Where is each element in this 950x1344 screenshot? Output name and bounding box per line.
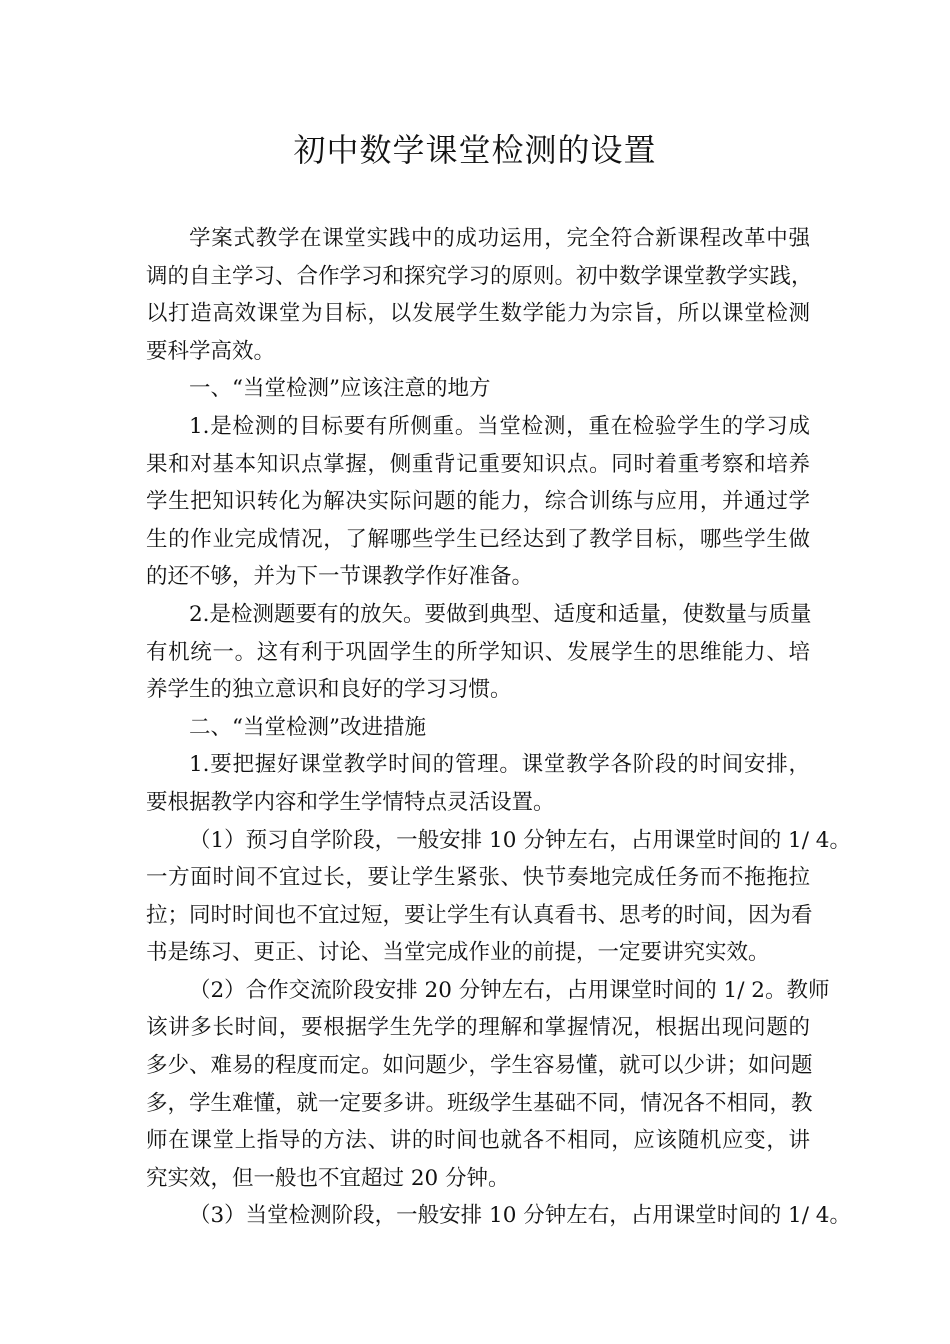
text-line: 究实效，但一般也不宜超过 20 分钟。 xyxy=(146,1165,510,1191)
text-line: 学生把知识转化为解决实际问题的能力，综合训练与应用，并通过学 xyxy=(146,489,810,515)
text-line: 多少、难易的程度而定。如问题少，学生容易懂，就可以少讲；如问题 xyxy=(146,1053,813,1079)
text-line: 果和对基本知识点掌握，侧重背记重要知识点。同时着重考察和培养 xyxy=(146,451,810,477)
text-line: 要科学高效。 xyxy=(146,338,276,364)
text-line: 以打造高效课堂为目标，以发展学生数学能力为宗旨，所以课堂检测 xyxy=(146,301,810,327)
text-line: 书是练习、更正、讨论、当堂完成作业的前提，一定要讲究实效。 xyxy=(146,940,770,966)
text-line: 生的作业完成情况，了解哪些学生已经达到了教学目标，哪些学生做 xyxy=(146,526,810,552)
text-line: （2）合作交流阶段安排 20 分钟左右，占用课堂时间的 1/ 2。教师 xyxy=(189,977,830,1003)
text-line: 一方面时间不宜过长，要让学生紧张、快节奏地完成任务而不拖拖拉 xyxy=(146,865,810,891)
document-body xyxy=(146,220,851,1235)
text-line: 的还不够，并为下一节课教学作好准备。 xyxy=(146,564,534,590)
section-heading: 二、“当堂检测”改进措施 xyxy=(189,714,426,740)
text-line: 多，学生难懂，就一定要多讲。班级学生基础不同，情况各不相同，教 xyxy=(146,1090,813,1116)
text-line: （1）预习自学阶段，一般安排 10 分钟左右，占用课堂时间的 1/ 4。 xyxy=(189,827,851,853)
text-line: （3）当堂检测阶段，一般安排 10 分钟左右，占用课堂时间的 1/ 4。 xyxy=(189,1203,851,1229)
text-line: 师在课堂上指导的方法、讲的时间也就各不相同，应该随机应变，讲 xyxy=(146,1128,810,1154)
text-line: 有机统一。这有利于巩固学生的所学知识、发展学生的思维能力、培 xyxy=(146,639,810,665)
text-line: 要根据教学内容和学生学情特点灵活设置。 xyxy=(146,789,555,815)
text-line: 1.要把握好课堂教学时间的管理。课堂教学各阶段的时间安排， xyxy=(189,752,810,778)
section-heading: 一、“当堂检测”应该注意的地方 xyxy=(189,376,491,402)
text-line: 该讲多长时间，要根据学生先学的理解和掌握情况，根据出现问题的 xyxy=(146,1015,810,1041)
text-line: 养学生的独立意识和良好的学习习惯。 xyxy=(146,677,512,703)
text-line: 调的自主学习、合作学习和探究学习的原则。初中数学课堂教学实践， xyxy=(146,263,813,289)
document-title: 初中数学课堂检测的设置 xyxy=(293,131,657,169)
text-line: 拉；同时时间也不宜过短，要让学生有认真看书、思考的时间，因为看 xyxy=(146,902,813,928)
text-line: 1.是检测的目标要有所侧重。当堂检测，重在检验学生的学习成 xyxy=(189,413,810,439)
text-line: 学案式教学在课堂实践中的成功运用，完全符合新课程改革中强 xyxy=(189,226,810,251)
text-line: 2.是检测题要有的放矢。要做到典型、适度和适量，使数量与质量 xyxy=(189,601,812,627)
